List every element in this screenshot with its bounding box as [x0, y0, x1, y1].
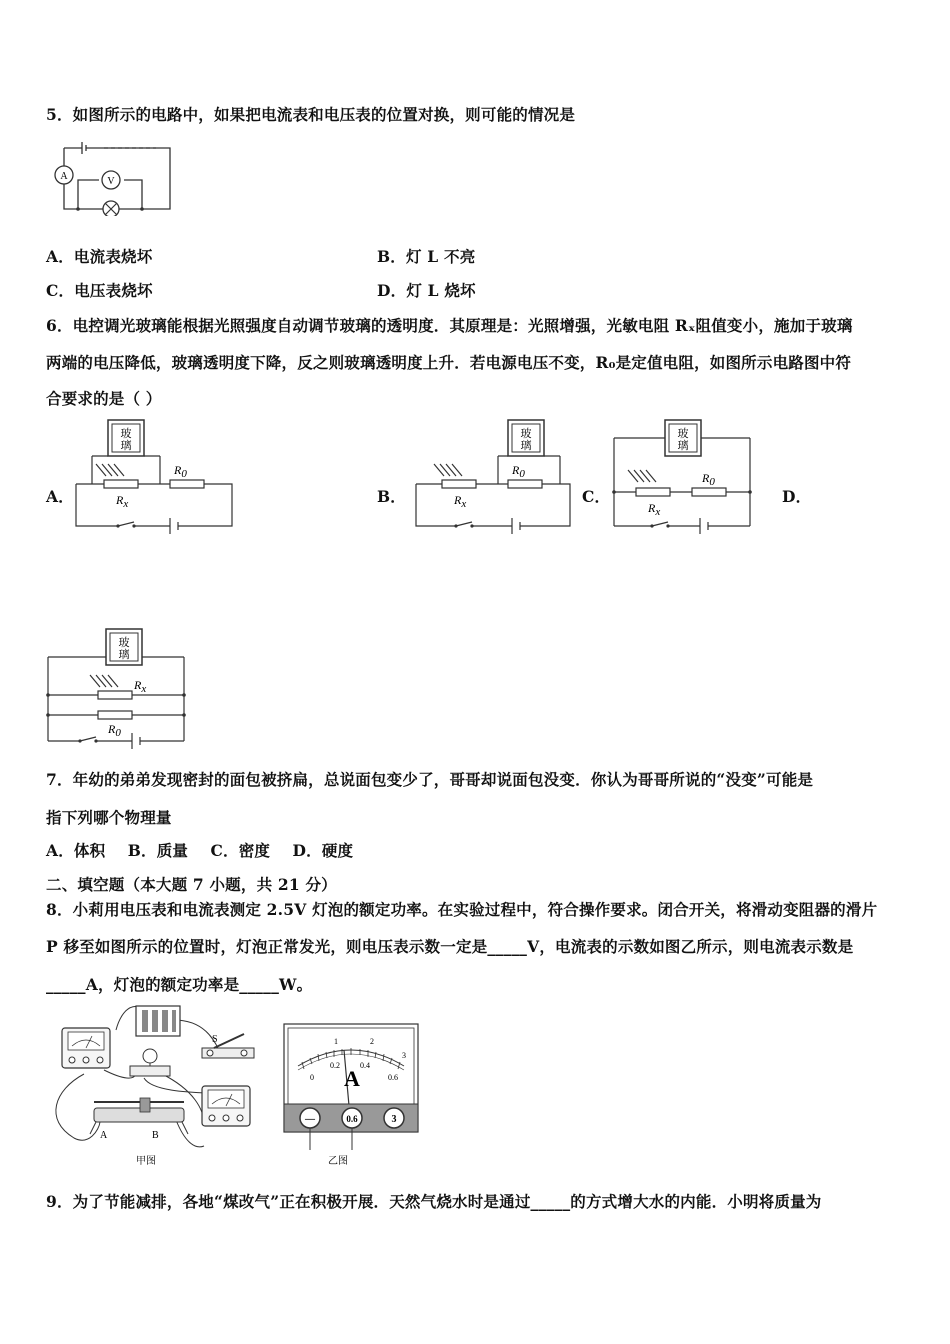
rx-label: Rx: [134, 678, 147, 695]
section2-heading: 二、填空题（本大题 7 小题，共 21 分）: [46, 875, 337, 894]
rx-label: Rx: [116, 493, 129, 510]
glass-text-top: 玻: [120, 428, 132, 440]
r0-label: R0: [702, 471, 715, 488]
r0-label: R0: [512, 463, 525, 480]
svg-text:3: 3: [391, 1114, 397, 1125]
q6-option-a-label: A．: [46, 487, 74, 506]
r0-label: R0: [174, 463, 187, 480]
q6-line1: 6．电控调光玻璃能根据光照强度自动调节玻璃的透明度．其原理是：光照增强，光敏电阻 Rₓ阻值变小，施加于玻璃: [46, 316, 853, 335]
svg-text:0.6: 0.6: [346, 1114, 358, 1124]
q5-stem: 5．如图所示的电路中，如果把电流表和电压表的位置对换，则可能的情况是: [46, 105, 576, 124]
rheostat-label-a: A: [100, 1130, 108, 1141]
glass-text-bottom: 璃: [118, 649, 130, 661]
q6-circuit-d: [44, 627, 189, 749]
q5-option-a: A．电流表烧坏: [46, 247, 153, 266]
q5-option-d: D．灯 L 烧坏: [377, 281, 476, 300]
svg-text:—: —: [305, 1114, 315, 1125]
rx-label: Rx: [454, 493, 467, 510]
q9-line1: 9．为了节能减排，各地“煤改气”正在积极开展．天然气烧水时是通过_____的方式增大水的内能．小明将质量为: [46, 1192, 822, 1211]
battery-box: [136, 1006, 180, 1036]
glass-text-bottom: 璃: [120, 440, 132, 452]
glass-text-top: 玻: [520, 428, 532, 440]
fig-left-caption: 甲图: [136, 1156, 156, 1167]
switch-device: [202, 1034, 254, 1058]
q6-option-c-label: C．: [582, 487, 611, 506]
scale-bottom-0: 0: [310, 1073, 314, 1082]
q6-option-d-label: D．: [782, 487, 812, 506]
q5-circuit-diagram: [44, 136, 174, 216]
q8-line3: _____A，灯泡的额定功率是_____W。: [46, 975, 313, 994]
scale-bottom-04: 0.4: [360, 1061, 370, 1070]
q8-line2: P 移至如图所示的位置时，灯泡正常发光，则电压表示数一定是_____V，电流表的示数如图乙所示，则电流表示数是: [46, 937, 854, 956]
meter-unit: A: [344, 1066, 360, 1091]
q5-option-c: C．电压表烧坏: [46, 281, 153, 300]
glass-text-bottom: 璃: [677, 440, 689, 452]
rx-label: Rx: [648, 501, 661, 518]
ammeter-device: [202, 1086, 250, 1126]
switch-label: S: [212, 1034, 218, 1045]
q5-option-b: B．灯 L 不亮: [377, 247, 476, 266]
scale-bottom-06: 0.6: [388, 1073, 398, 1082]
q6-option-b-label: B．: [377, 487, 407, 506]
q7-options: A．体积 B．质量 C．密度 D．硬度: [46, 841, 354, 860]
q7-line2: 指下列哪个物理量: [46, 808, 172, 827]
q6-circuit-c: [610, 418, 755, 540]
glass-text-top: 玻: [118, 637, 130, 649]
rheostat-label-b: B: [152, 1130, 159, 1141]
lamp-device: [130, 1049, 170, 1076]
scale-top-2: 2: [370, 1037, 374, 1046]
fig-right-caption: 乙图: [328, 1156, 348, 1167]
q8-ammeter-dial-figure: [282, 1022, 422, 1168]
q8-apparatus-figure: [44, 1000, 256, 1168]
scale-top-3: 3: [402, 1051, 406, 1060]
q8-line1: 8．小莉用电压表和电流表测定 2.5V 灯泡的额定功率。在实验过程中，符合操作要求。闭合开关，将滑动变阻器的滑片: [46, 900, 878, 919]
ammeter-label: A: [60, 171, 68, 182]
glass-text-top: 玻: [677, 428, 689, 440]
q7-line1: 7．年幼的弟弟发现密封的面包被挤扁，总说面包变少了，哥哥却说面包没变．你认为哥哥所说的“没变”可能是: [46, 770, 814, 789]
rheostat-device: [90, 1098, 188, 1141]
q6-circuit-b: [412, 418, 574, 540]
q6-line2: 两端的电压降低，玻璃透明度下降，反之则玻璃透明度上升．若电源电压不变，R₀是定值电阻，如图所示电路图中符: [46, 353, 852, 372]
q6-circuit-a: [74, 418, 236, 540]
r0-label: R0: [108, 722, 121, 739]
scale-bottom-02: 0.2: [330, 1061, 340, 1070]
voltmeter-label: V: [107, 176, 115, 187]
voltmeter-device: [62, 1028, 110, 1068]
scale-top-1: 1: [334, 1037, 338, 1046]
q6-line3: 合要求的是（ ）: [46, 389, 162, 408]
glass-text-bottom: 璃: [520, 440, 532, 452]
